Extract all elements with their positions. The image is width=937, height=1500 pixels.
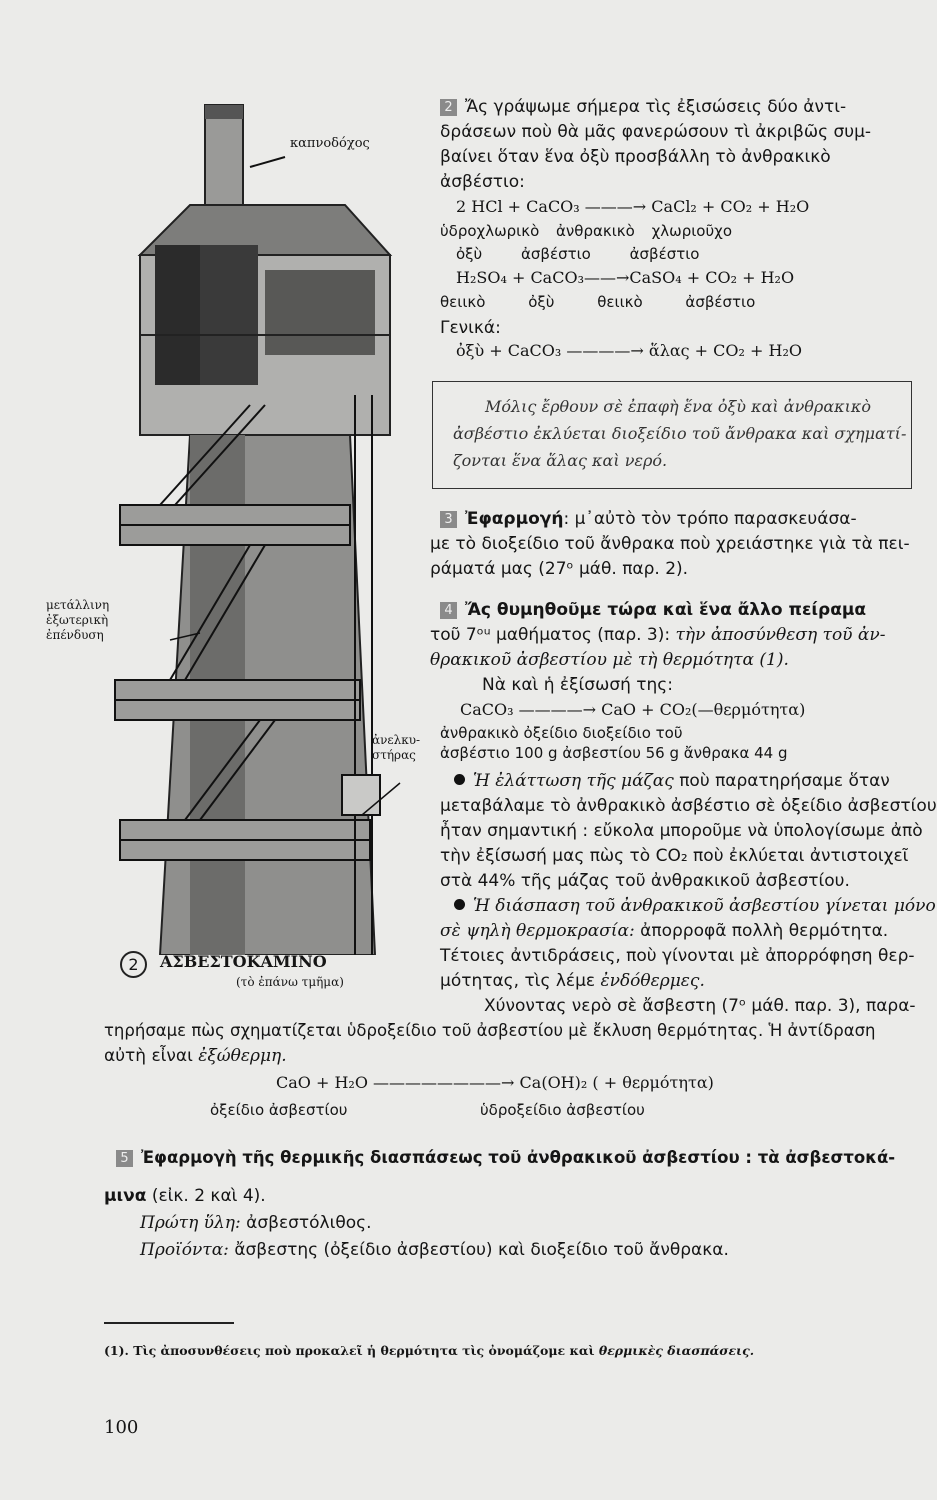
s4-eq2-name-2: ὑδροξείδιο ἀσβεστίου (480, 1101, 645, 1119)
s4-para2-line-4: μότητας, τὶς λέμε ἐνδόθερμες. (440, 971, 705, 991)
s2-equation-2: H₂SO₄ + CaCO₃——→CaSO₄ + CO₂ + H₂O (456, 268, 795, 287)
s4-para2-line-3: Τέτοιες ἀντιδράσεις, ποὺ γίνονται μὲ ἀπορρόφηση θερ- (440, 946, 915, 966)
s4-line-1: 4 Ἄς θυμηθοῦμε τώρα καὶ ἕνα ἄλλο πείραμα (440, 600, 866, 620)
s2-eq1-names-2: ὀξὺ ἀσβέστιο ἀσβέστιο (456, 245, 700, 263)
s3-line-3: ράματά μας (27ᵒ μάθ. παρ. 2). (430, 559, 689, 579)
s2-general: Γενικά: (440, 318, 501, 338)
s4-para3-line-2: τηρήσαμε πὼς σχηματίζεται ὑδροξείδιο τοῦ ἀσβεστίου μὲ ἔκλυση θερμότητας. Ἡ ἀντίδραση (104, 1021, 876, 1040)
s5-line-2: μινα (εἰκ. 2 καὶ 4). (104, 1186, 266, 1206)
label-chimney: καπνοδόχος (290, 136, 370, 151)
s2-line-1: 2 Ἄς γράψωμε σήμερα τὶς ἐξισώσεις δύο ἀντι- (440, 97, 846, 117)
s4-line-4: Νὰ καὶ ἡ ἐξίσωσή της: (482, 675, 673, 695)
s4-para2-line-1: Ἡ διάσπαση τοῦ ἀνθρακικοῦ ἀσβεστίου γίνεται μόνο (454, 896, 936, 916)
s2-number: 2 (440, 99, 457, 116)
figure-caption-sub: (τὸ ἐπάνω τμῆμα) (236, 975, 344, 989)
label-metal-cladding-3: ἐπένδυση (46, 628, 104, 642)
s2-equation-general: ὀξὺ + CaCO₃ ————→ ἅλας + CO₂ + H₂O (456, 341, 803, 360)
summary-box (432, 381, 912, 489)
box-line-2: ἀσβέστιο ἐκλύεται διοξείδιο τοῦ ἄνθρακα καὶ σχηματί- (453, 424, 907, 443)
s4-para2-line-2: σὲ ψηλὴ θερμοκρασία: ἀπορροφᾶ πολλὴ θερμότητα. (440, 921, 889, 941)
s2-line-4: ἀσβέστιο: (440, 172, 525, 192)
s2-equation-1: 2 HCl + CaCO₃ ———→ CaCl₂ + CO₂ + H₂O (456, 197, 810, 216)
s4-para1-line-4: τὴν ἐξίσωσή μας πὼς τὸ CO₂ ποὺ ἐκλύεται ἀντιστοιχεῖ (440, 846, 909, 866)
s5-line-4: Προϊόντα: ἄσβεστης (ὀξείδιο ἀσβεστίου) καὶ διοξείδιο τοῦ ἄνθρακα. (140, 1240, 729, 1260)
s2-line-3: βαίνει ὅταν ἕνα ὀξὺ προσβάλλη τὸ ἀνθρακικὸ (440, 147, 831, 167)
s5-line-3: Πρώτη ὕλη: ἀσβεστόλιθος. (140, 1213, 372, 1233)
label-lift-2: στήρας (372, 748, 416, 762)
s4-equation-2: CaO + H₂O ————————→ Ca(OH)₂ ( + θερμότητα) (276, 1073, 714, 1092)
footnote: (1). Τὶς ἀποσυνθέσεις ποὺ προκαλεῖ ἡ θερμότητα τὶς ὀνομάζομε καὶ θερμικὲς διασπάσεις. (104, 1343, 755, 1358)
s3-number: 3 (440, 511, 457, 528)
s2-eq2-names: θειικὸ ὀξὺ θειικὸ ἀσβέστιο (440, 293, 756, 311)
footnote-rule (104, 1322, 234, 1324)
s4-line-2: τοῦ 7ᵒᵘ μαθήματος (παρ. 3): τὴν ἀποσύνθεση τοῦ ἀν- (430, 625, 886, 645)
s4-para3-line-3: αὐτὴ εἶναι ἐξώθερμη. (104, 1046, 287, 1066)
s2-eq1-names-1: ὑδροχλωρικὸ ἀνθρακικὸ χλωριοῦχο (440, 222, 732, 240)
s2-line-2: δράσεων ποὺ θὰ μᾶς φανερώσουν τὶ ἀκριβῶς συμ- (440, 122, 872, 142)
lime-kiln-illustration (100, 95, 430, 955)
s3-line-2: με τὸ διοξείδιο τοῦ ἄνθρακα ποὺ χρειάστηκε γιὰ τὰ πει- (430, 534, 910, 554)
s4-eq-names-1: ἀνθρακικὸ ὀξείδιο διοξείδιο τοῦ (440, 724, 683, 742)
box-line-1: Μόλις ἔρθουν σὲ ἐπαφὴ ἕνα ὀξὺ καὶ ἀνθρακικὸ (485, 397, 872, 416)
s4-line-3: θρακικοῦ ἀσβεστίου μὲ τὴ θερμότητα (1). (430, 650, 789, 670)
figure-caption-title: ΑΣΒΕΣΤΟΚΑΜΙΝΟ (160, 952, 327, 971)
s4-eq2-name-1: ὀξείδιο ἀσβεστίου (210, 1101, 348, 1119)
bullet-icon (454, 899, 465, 910)
s3-line-1: 3 Ἐφαρμογή: μ᾽αὐτὸ τὸν τρόπο παρασκευάσα- (440, 509, 857, 529)
figure-caption-number: 2 (120, 951, 147, 978)
s4-para1-line-2: μεταβάλαμε τὸ ἀνθρακικὸ ἀσβέστιο σὲ ὀξείδιο ἀσβεστίου (440, 796, 937, 816)
s4-eq-names-2: ἀσβέστιο 100 g ἀσβεστίου 56 g ἄνθρακα 44 g (440, 744, 788, 762)
s5-number: 5 (116, 1150, 133, 1167)
box-line-3: ζονται ἕνα ἅλας καὶ νερό. (453, 451, 668, 470)
s5-line-1: 5 Ἐφαρμογὴ τῆς θερμικῆς διασπάσεως τοῦ ἀνθρακικοῦ ἀσβεστίου : τὰ ἀσβεστοκά- (116, 1148, 895, 1167)
s4-number: 4 (440, 602, 457, 619)
s4-para1-line-1: Ἡ ἐλάττωση τῆς μάζας ποὺ παρατηρήσαμε ὅταν (454, 771, 890, 791)
s4-equation: CaCO₃ ————→ CaO + CO₂(—θερμότητα) (460, 700, 806, 719)
s4-para3-line-1: Χύνοντας νερὸ σὲ ἄσβεστη (7ᵒ μάθ. παρ. 3), παρα- (484, 996, 916, 1016)
label-metal-cladding-2: ἐξωτερικὴ (46, 613, 109, 627)
bullet-icon (454, 774, 465, 785)
label-metal-cladding-1: μετάλλινη (46, 598, 110, 612)
s4-para1-line-3: ἦταν σημαντική : εὔκολα μποροῦμε νὰ ὑπολογίσωμε ἀπὸ (440, 821, 923, 841)
label-lift-1: ἀνελκυ- (372, 733, 421, 747)
page-number: 100 (104, 1417, 139, 1438)
s4-para1-line-5: στὰ 44% τῆς μάζας τοῦ ἀνθρακικοῦ ἀσβεστίου. (440, 871, 850, 891)
